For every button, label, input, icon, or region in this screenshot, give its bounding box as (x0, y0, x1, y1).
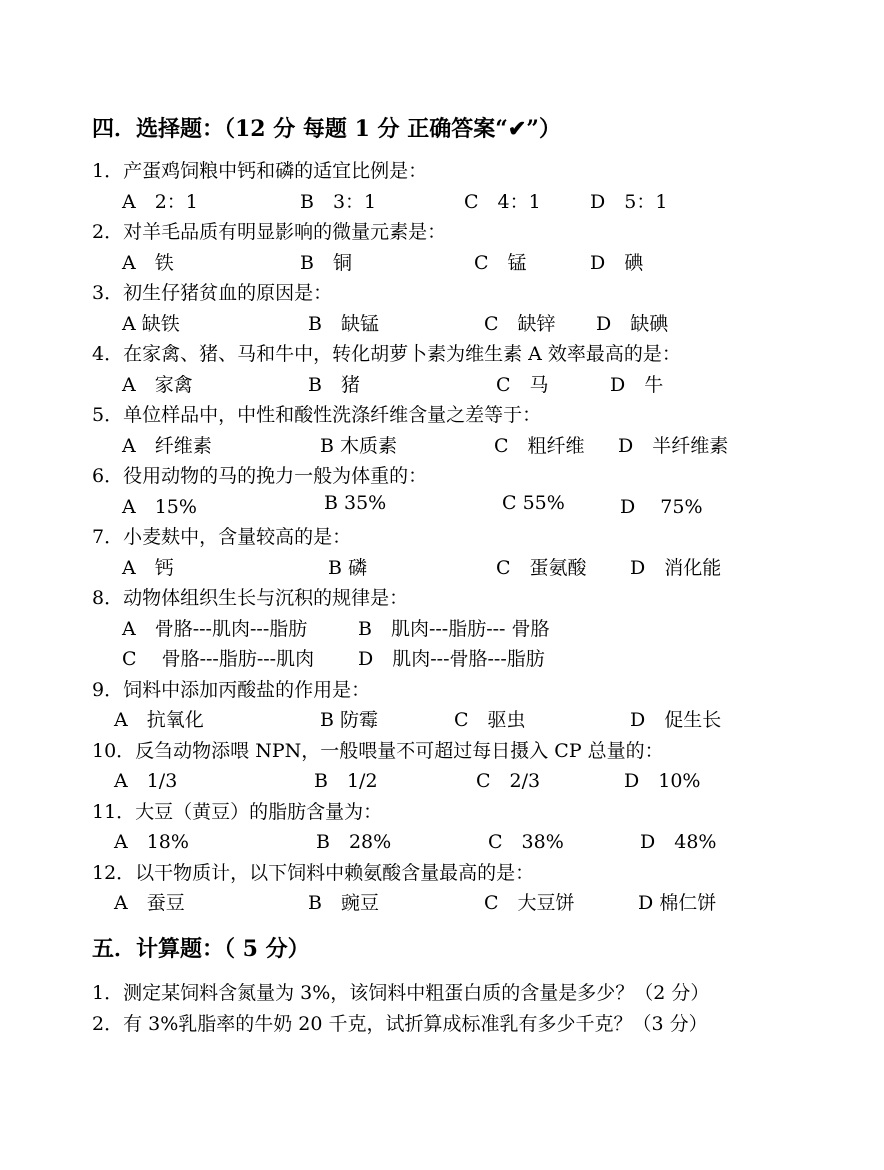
question-10-option-c: C 2/3 (476, 770, 541, 792)
question-4-option-c: C 马 (496, 374, 549, 396)
question-2-option-a: A 铁 (122, 252, 174, 274)
section-5-title: 五．计算题：（ 5 分） (92, 936, 310, 962)
question-5-option-b: B 木质素 (320, 435, 398, 457)
question-11-option-a: A 18% (114, 831, 189, 853)
question-11-option-d: D 48% (640, 831, 717, 853)
question-3-option-c: C 缺锌 (484, 313, 556, 335)
question-6-option-a: A 15% (122, 496, 197, 518)
question-12-option-a: A 蚕豆 (114, 892, 185, 914)
question-6-stem: 6．役用动物的马的挽力一般为体重的： (92, 465, 428, 487)
question-6-option-b: B 35% (324, 492, 387, 514)
question-1-option-c: C 4：1 (464, 191, 541, 213)
question-8-option-d: D 肌肉---骨胳---脂肪 (358, 648, 545, 670)
question-1-option-d: D 5：1 (590, 191, 668, 213)
question-2-option-b: B 铜 (300, 252, 352, 274)
question-5-stem: 5．单位样品中，中性和酸性洗涤纤维含量之差等于： (92, 404, 542, 426)
question-5-option-c: C 粗纤维 (494, 435, 585, 457)
question-8-option-a: A 骨胳---肌肉---脂肪 (122, 618, 308, 640)
question-6-option-c: C 55% (502, 492, 565, 514)
calc-question-2: 2．有 3%乳脂率的牛奶 20 千克，试折算成标准乳有多少千克？（3 分） (92, 1013, 708, 1035)
question-5-option-a: A 纤维素 (122, 435, 212, 457)
question-10-stem: 10．反刍动物添喂 NPN，一般喂量不可超过每日摄入 CP 总量的： (92, 740, 664, 762)
question-2-stem: 2．对羊毛品质有明显影响的微量元素是： (92, 221, 447, 243)
question-8-option-b: B 肌肉---脂肪--- 骨胳 (358, 618, 550, 640)
question-3-stem: 3．初生仔猪贫血的原因是： (92, 282, 333, 304)
question-10-option-b: B 1/2 (314, 770, 378, 792)
question-7-option-d: D 消化能 (630, 557, 722, 579)
question-3-option-d: D 缺碘 (596, 313, 669, 335)
question-11-option-b: B 28% (316, 831, 392, 853)
question-4-stem: 4．在家禽、猪、马和牛中，转化胡萝卜素为维生素 A 效率最高的是： (92, 343, 681, 365)
question-5-option-d: D 半纤维素 (618, 435, 729, 457)
question-7-option-b: B 磷 (328, 557, 368, 579)
question-12-stem: 12．以干物质计，以下饲料中赖氨酸含量最高的是： (92, 862, 535, 884)
question-4-option-d: D 牛 (610, 374, 664, 396)
question-11-stem: 11．大豆（黄豆）的脂肪含量为： (92, 801, 383, 823)
question-3-option-b: B 缺锰 (308, 313, 379, 335)
question-1-option-b: B 3：1 (300, 191, 377, 213)
question-7-option-c: C 蛋氨酸 (496, 557, 587, 579)
section-4-title: 四．选择题：（12 分 每题 1 分 正确答案“✔”） (92, 116, 561, 142)
question-12-option-b: B 豌豆 (308, 892, 379, 914)
question-2-option-c: C 锰 (474, 252, 527, 274)
question-9-option-a: A 抗氧化 (114, 709, 204, 731)
question-2-option-d: D 碘 (590, 252, 644, 274)
question-8-option-c: C 骨胳---脂肪---肌肉 (122, 648, 315, 670)
question-9-option-c: C 驱虫 (454, 709, 526, 731)
question-4-option-b: B 猪 (308, 374, 360, 396)
question-11-option-c: C 38% (488, 831, 564, 853)
question-9-option-d: D 促生长 (630, 709, 722, 731)
question-6-option-d: D 75% (620, 496, 703, 518)
question-9-option-b: B 防霉 (320, 709, 379, 731)
question-7-option-a: A 钙 (122, 557, 174, 579)
question-3-option-a: A 缺铁 (122, 313, 180, 335)
question-1-option-a: A 2：1 (122, 191, 198, 213)
question-4-option-a: A 家禽 (122, 374, 193, 396)
question-12-option-d: D 棉仁饼 (638, 892, 717, 914)
calc-question-1: 1．测定某饲料含氮量为 3%，该饲料中粗蛋白质的含量是多少？（2 分） (92, 982, 710, 1004)
question-12-option-c: C 大豆饼 (484, 892, 575, 914)
question-1-stem: 1．产蛋鸡饲粮中钙和磷的适宜比例是： (92, 160, 428, 182)
question-10-option-a: A 1/3 (114, 770, 178, 792)
question-9-stem: 9．饲料中添加丙酸盐的作用是： (92, 679, 371, 701)
question-8-stem: 8．动物体组织生长与沉积的规律是： (92, 587, 409, 609)
question-10-option-d: D 10% (624, 770, 701, 792)
question-7-stem: 7．小麦麸中，含量较高的是： (92, 526, 352, 548)
